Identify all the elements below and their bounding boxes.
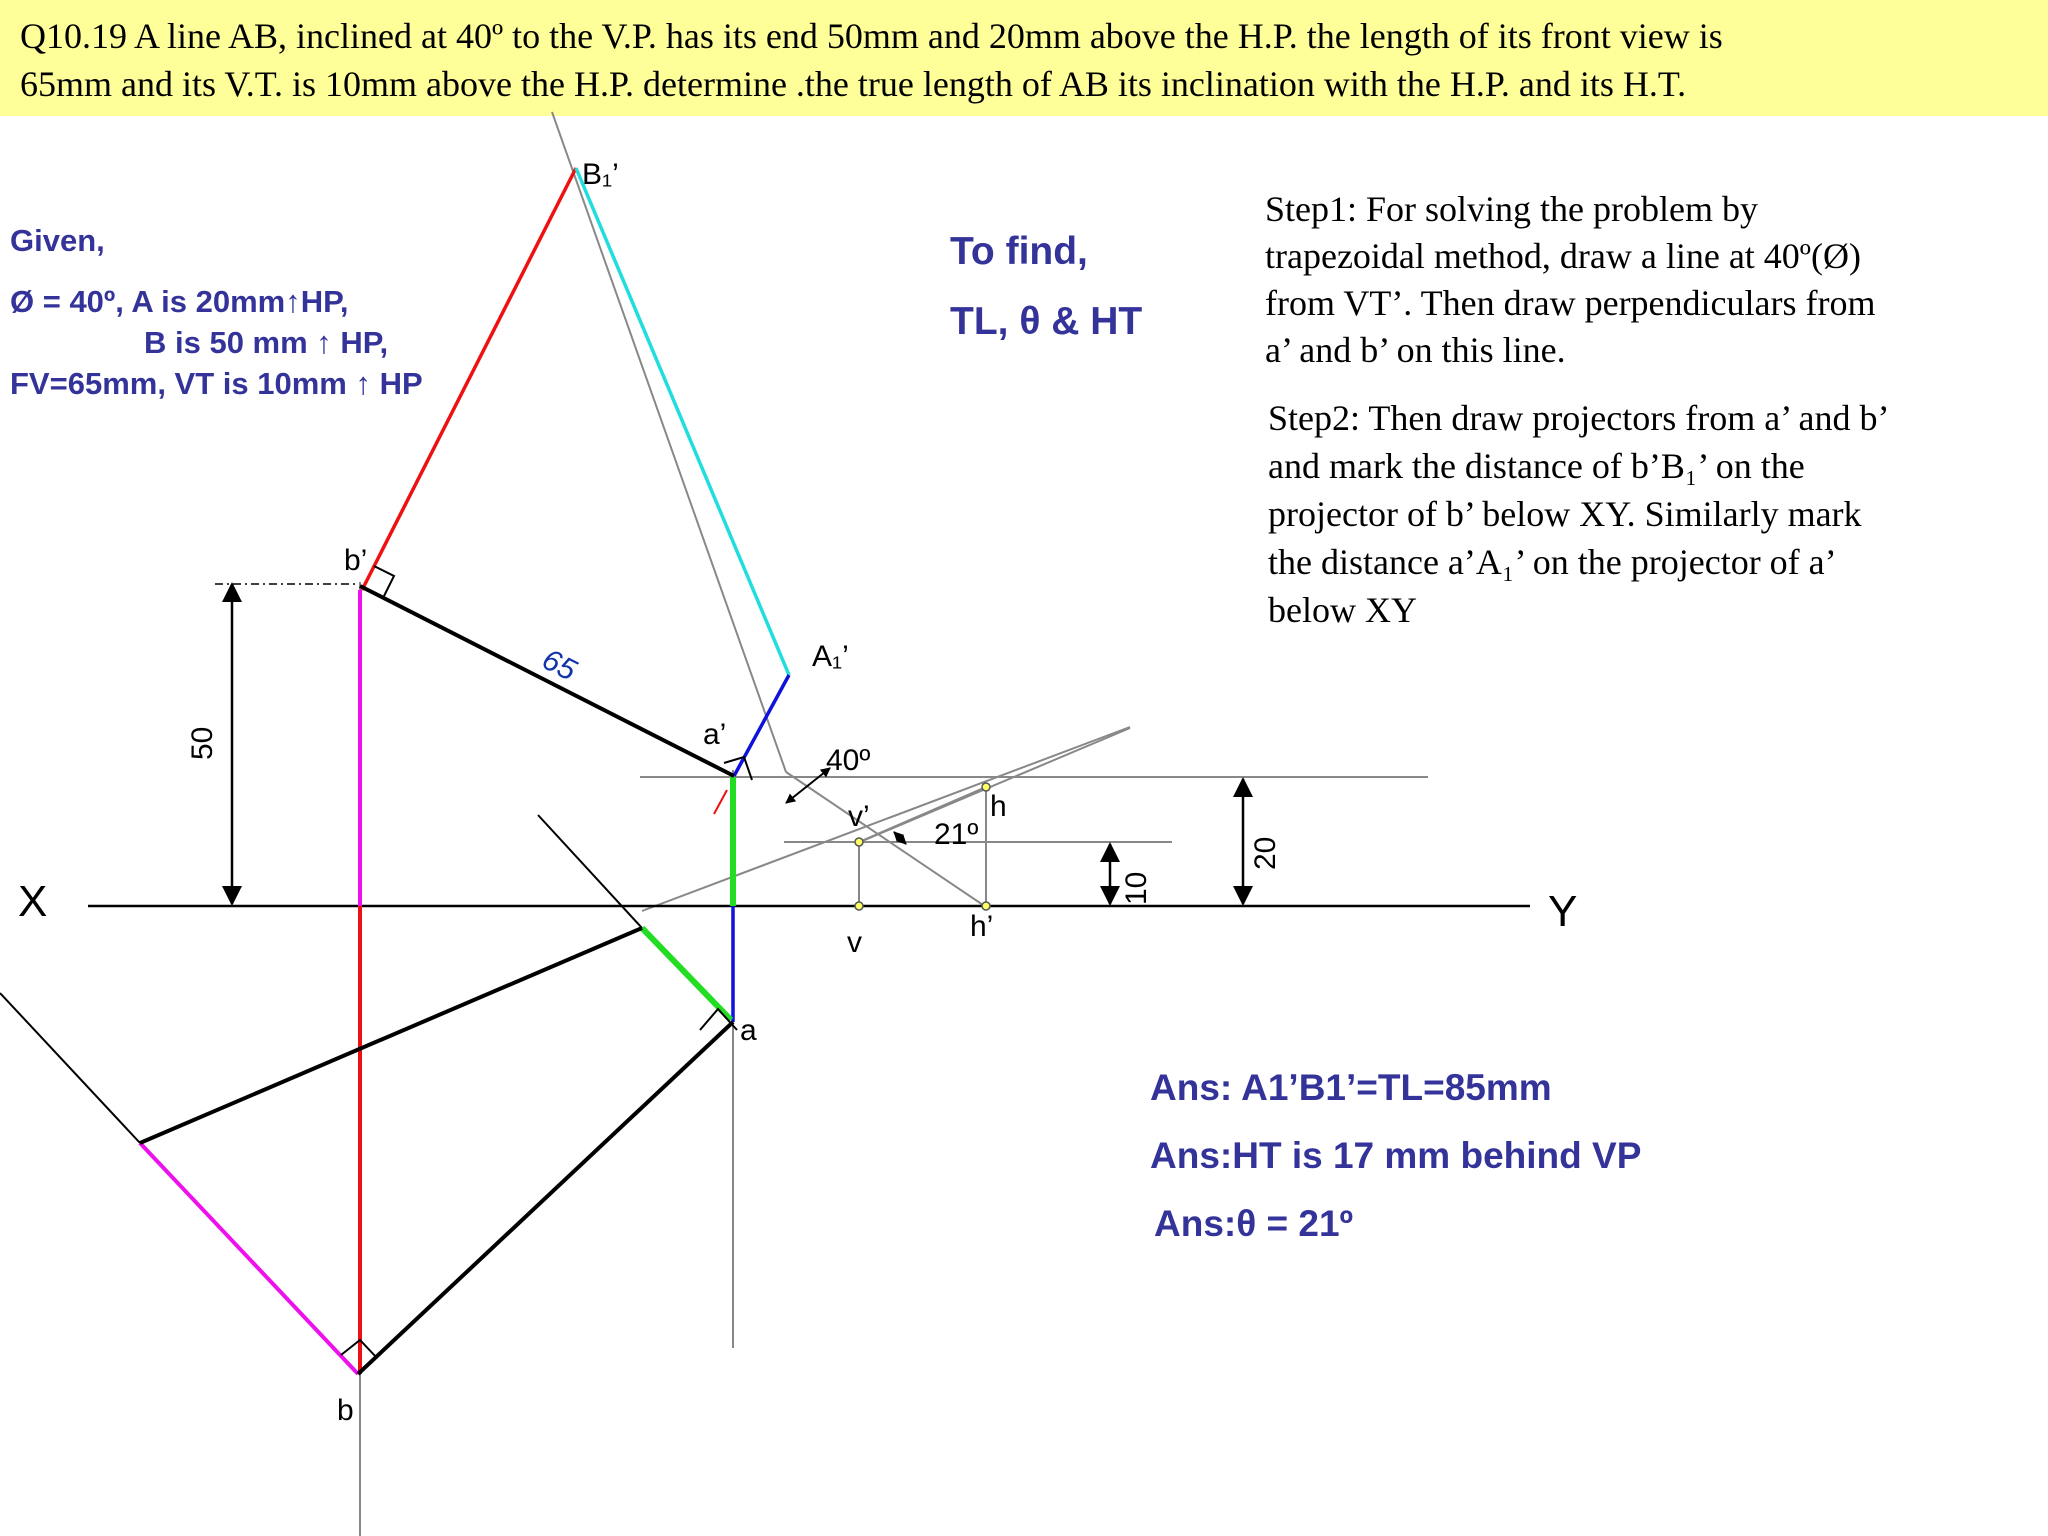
point-h <box>982 783 990 791</box>
step1-line-3: from VT’. Then draw perpendiculars from <box>1265 283 1876 323</box>
red-tick-at-a-prime <box>714 790 727 814</box>
label-a-prime: a’ <box>703 718 727 751</box>
step1-line-2: trapezoidal method, draw a line at 40º(Ø) <box>1265 236 1861 276</box>
construction-lines <box>360 112 1428 1536</box>
step2-line-1: Step2: Then draw projectors from a’ and b’ <box>1268 398 1890 438</box>
green-line-a-to-a1-locus <box>642 928 731 1020</box>
line-a-to-b <box>358 1022 733 1374</box>
magenta-line-b-to-b1-locus <box>140 1143 358 1374</box>
label-b: b <box>337 1394 354 1427</box>
step2-line-4: the distance a’A₁’ on the projector of a’ <box>1268 542 1837 582</box>
answer-tl: Ans: A1’B1’=TL=85mm <box>1150 1067 1552 1108</box>
question-line-1: Q10.19 A line AB, inclined at 40º to the V.P. has its end 50mm and 20mm above the H.P. the length of its front view is <box>20 16 1723 56</box>
answer-theta: Ans:θ = 21º <box>1154 1203 1354 1244</box>
label-angle-40: 40º <box>826 744 871 777</box>
step1-line-4: a’ and b’ on this line. <box>1265 330 1566 370</box>
front-view-a-prime-b-prime <box>360 586 734 776</box>
right-angle-at-b-prime <box>374 566 394 596</box>
given-line-1: Ø = 40º, A is 20mm↑HP, <box>10 284 349 319</box>
dim-50-label: 50 <box>186 726 219 760</box>
construction-line-through-b1 <box>552 112 786 772</box>
label-v: v <box>847 926 862 959</box>
label-b-prime: b’ <box>344 544 368 577</box>
label-b1-prime: B₁’ <box>582 158 619 191</box>
question-line-2: 65mm and its V.T. is 10mm above the H.P. determine .the true length of AB its inclination with the H.P. and its H.T. <box>20 64 1687 104</box>
step1-line-1: Step1: For solving the problem by <box>1265 189 1758 229</box>
step2-line-3: projector of b’ below XY. Similarly mark <box>1268 494 1862 534</box>
given-line-3: FV=65mm, VT is 10mm ↑ HP <box>10 366 423 401</box>
answer-ht: Ans:HT is 17 mm behind VP <box>1150 1135 1642 1176</box>
red-line-b-prime-to-b1 <box>362 168 576 590</box>
right-angle-markers <box>341 566 752 1358</box>
dim-10-label: 10 <box>1120 871 1153 905</box>
label-h: h <box>990 790 1007 823</box>
given-heading: Given, <box>10 223 105 258</box>
label-y: Y <box>1548 887 1578 936</box>
label-angle-21: 21º <box>934 818 979 851</box>
point-v <box>855 902 863 910</box>
line-upper-left <box>538 815 642 928</box>
point-h-prime <box>982 902 990 910</box>
line-locus-b-to-locus-a <box>140 928 642 1143</box>
step2-line-5: below XY <box>1268 590 1417 630</box>
point-v-prime <box>855 838 863 846</box>
to-find-items: TL, θ & HT <box>950 300 1143 343</box>
label-a1-prime: A₁’ <box>812 640 849 673</box>
to-find-heading: To find, <box>950 230 1088 273</box>
dim-20-label: 20 <box>1249 836 1282 870</box>
blue-line-a-prime-to-a1 <box>734 675 789 776</box>
label-h-prime: h’ <box>970 910 994 943</box>
label-a: a <box>740 1014 757 1047</box>
label-fv-length: 65 <box>536 642 582 688</box>
label-x: X <box>18 877 48 926</box>
cyan-line-b1-to-a1 <box>576 168 789 675</box>
given-line-2: B is 50 mm ↑ HP, <box>144 325 389 360</box>
line-lower-left <box>0 993 140 1143</box>
step2-line-2: and mark the distance of b’B₁’ on the <box>1268 446 1805 486</box>
label-v-prime: v’ <box>848 800 870 833</box>
line-40deg-through-vt <box>642 727 1130 911</box>
